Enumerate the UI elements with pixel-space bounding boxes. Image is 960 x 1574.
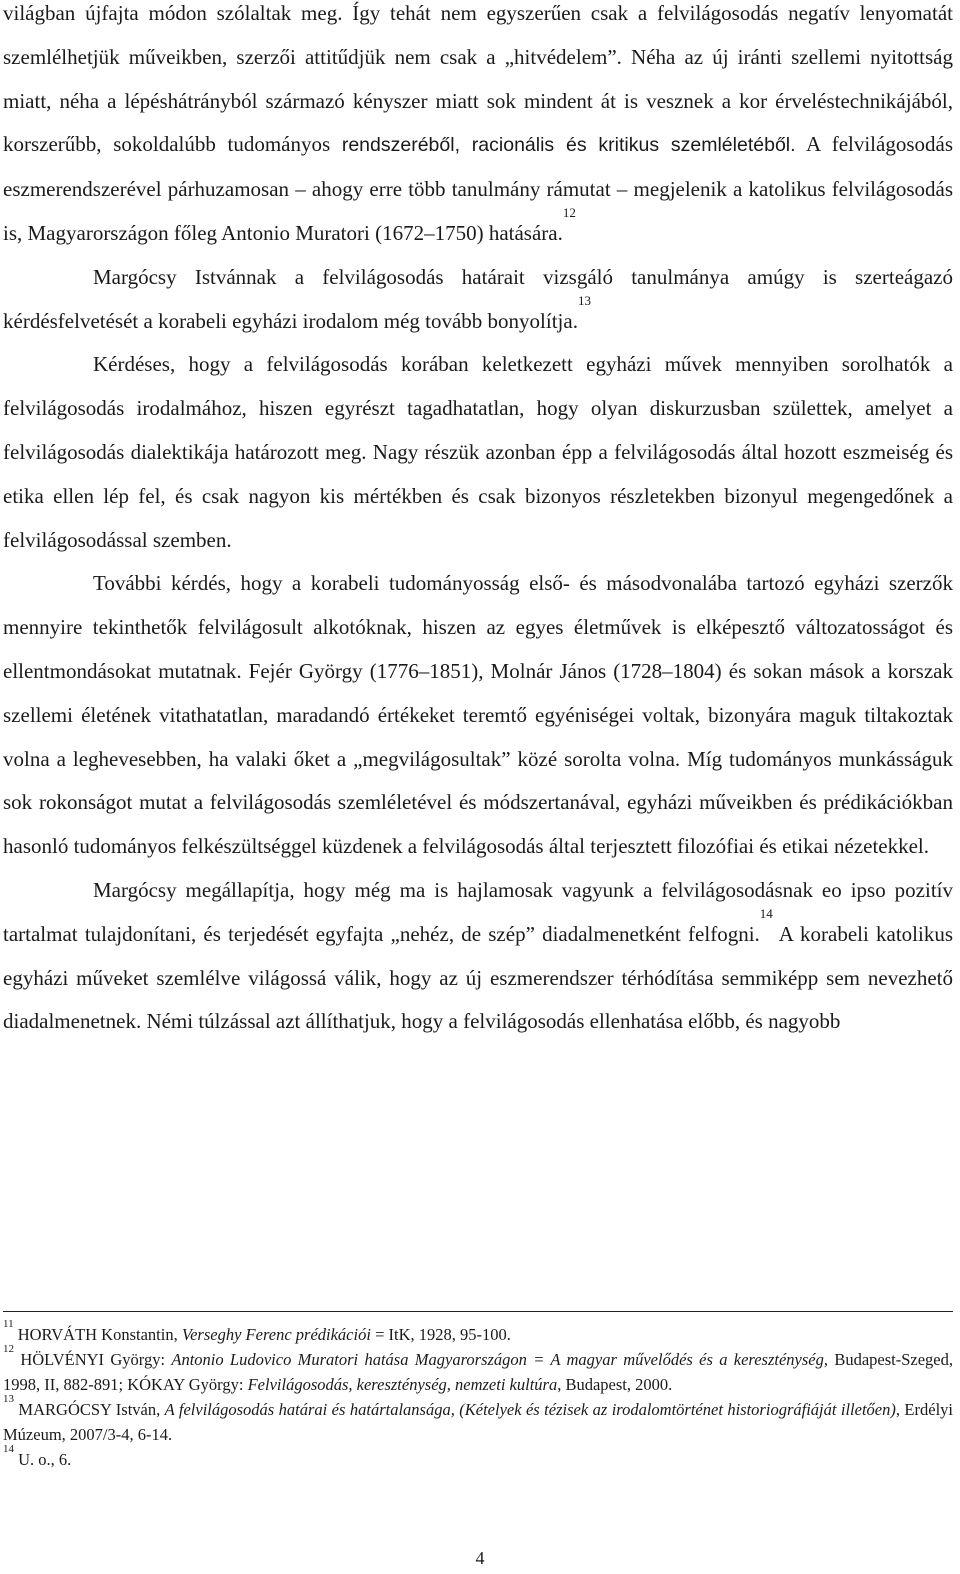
paragraph-text: világban újfajta módon szólaltak meg. Így tehát nem egyszerűen csak a felvilágosodás negatív lenyomatát szemlélhetjük műveikben, szerzői attitűdjük nem csak a „hitvédelem”. Néha az új iránti szellemi nyitottság miatt, néha a lépéshátrányból származó kényszer miatt sok mindent át is vesznek a kor érveléstechnikájából, korszerűbb, sokoldalúbb tudományos <box>3 1 953 157</box>
footnote <box>3 1393 954 1447</box>
paragraph-text: További kérdés, hogy a korabeli tudományosság első- és másodvonalába tartozó egyházi szerzők mennyire tekinthetők felvilágosult alkotóknak, hiszen az egyes életművek is elképesztő változatosságot és ellentmondásokat mutatnak. Fejér György (1776–1851), Molnár János (1728–1804) és sokan mások a korszak szellemi életének vitathatatlan, maradandó értékeket teremtő egyéniségei voltak, bizonyára maguk tiltakoztak volna a leghevesebben, ha valaki őket a „megvilágosultak” közé sorolta volna. Míg tudományos munkásságuk sok rokonságot mutat a felvilágosodás szemléletével és módszertanával, egyházi műveikben és prédikációkban hasonló tudományos felkészültséggel küzdenek a felvilágosodás által terjesztett filozófiai és etikai nézetekkel. <box>3 571 953 859</box>
footnote <box>3 1343 953 1397</box>
footnote-text: HÖLVÉNYI György: <box>14 1350 172 1369</box>
body-text <box>3 0 953 1044</box>
footnote-text: = ItK, 1928, 95-100. <box>370 1325 511 1344</box>
footnote-separator <box>3 1311 953 1312</box>
footnote-text: MARGÓCSY István, <box>14 1400 165 1419</box>
footnote <box>3 1443 953 1472</box>
footnote-reference: 14 <box>759 905 773 921</box>
footnote-number: 12 <box>3 1343 14 1355</box>
footnote-reference: 13 <box>577 292 591 308</box>
paragraph-text: Kérdéses, hogy a felvilágosodás korában keletkezett egyházi művek mennyiben sorolhatók a felvilágosodás irodalmához, hiszen egyrészt tagadhatatlan, hogy olyan diskurzusban születtek, amelyet a felvilágosodás dialektikája határozott meg. Nagy részük azonban épp a felvilágosodás által hozott eszmeiség és etika ellen lép fel, és csak nagyon kis mértékben és csak bizonyos részletekben bizonyul megengedőnek a felvilágosodással szemben. <box>3 352 953 552</box>
footnote-title: Antonio Ludovico Muratori hatása Magyarországon = A magyar művelődés és a kereszténység, <box>171 1350 828 1369</box>
paragraph-text: A korabeli katolikus egyházi műveket szemlélve világossá válik, hogy az új eszmerendszer térhódítása semmiképp sem nevezhető diadalmenetnek. Némi túlzással azt állíthatjuk, hogy a felvilágosodás ellenhatása előbb, és nagyobb <box>3 921 953 1034</box>
footnote-title: A felvilágosodás határai és határtalansága, (Kételyek és tézisek az irodalomtörténet historiográfiáját illetően) <box>164 1400 896 1419</box>
body-paragraph <box>3 256 953 344</box>
paragraph-text: rendszeréből, racionális és kritikus szemléletéből. <box>341 134 796 157</box>
footnote-text: , Budapest, 2000. <box>557 1375 673 1394</box>
paragraph-text: A felvilágosodás eszmerendszerével párhuzamosan – ahogy erre több tanulmány rámutat – megjelenik a katolikus felvilágosodás is, Magyarországon főleg Antonio Muratori (1672–1750) hatására. <box>3 132 954 245</box>
body-paragraph <box>3 343 953 562</box>
footnote-number: 13 <box>3 1393 14 1405</box>
body-paragraph <box>3 562 953 869</box>
body-paragraph <box>3 869 953 1044</box>
paragraph-text: Margócsy megállapítja, hogy még ma is hajlamosak vagyunk a felvilágosodásnak eo ipso pozitív tartalmat tulajdonítani, és terjedését egyfajta „nehéz, de szép” diadalmenetként felfogni. <box>3 877 953 946</box>
footnote <box>3 1318 953 1347</box>
footnote-number: 14 <box>3 1443 14 1455</box>
footnote-text: , Erdélyi Múzeum, 2007/3-4, 6-14. <box>3 1400 954 1444</box>
footnote-title: Verseghy Ferenc prédikációi <box>181 1325 371 1344</box>
footnote-title: Felvilágosodás, kereszténység, nemzeti kultúra <box>247 1375 558 1394</box>
footnote-text: HORVÁTH Konstantin, <box>13 1325 182 1344</box>
footnote-text: U. o., 6. <box>14 1450 72 1469</box>
footnote-number: 11 <box>3 1318 14 1330</box>
footnote-text: Budapest-Szeged, 1998, II, 882-891; KÓKAY György: <box>3 1350 953 1394</box>
footnotes <box>3 1318 954 1472</box>
body-paragraph <box>3 0 953 256</box>
footnote-reference: 12 <box>562 204 576 220</box>
page-number: 4 <box>475 1548 485 1568</box>
paragraph-text: Margócsy Istvánnak a felvilágosodás határait vizsgáló tanulmánya amúgy is szerteágazó kérdésfelvetését a korabeli egyházi irodalom még tovább bonyolítja. <box>3 264 953 333</box>
